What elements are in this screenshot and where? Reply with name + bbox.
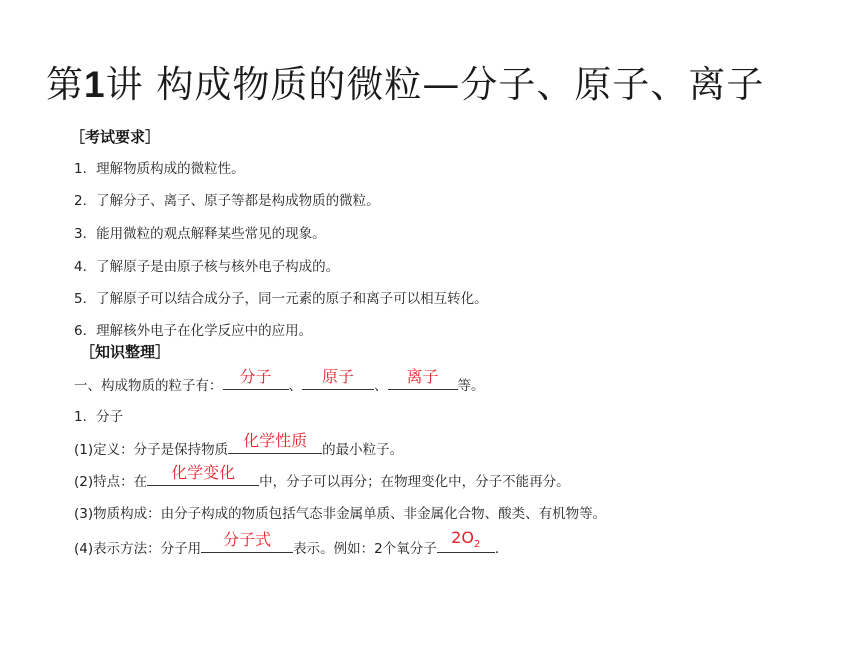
exam-requirements-heading: ［考试要求］ xyxy=(70,128,161,146)
exam-item: 6．理解核外电子在化学反应中的应用。 xyxy=(74,323,313,339)
feature-line: (2)特点：在 化学变化 中，分子可以再分；在物理变化中，分子不能再分。 xyxy=(74,463,570,490)
definition-line: (1)定义：分子是保持物质 化学性质 的最小粒子。 xyxy=(74,431,404,458)
blank-molecule: 分子 xyxy=(223,373,289,390)
exam-item: 3．能用微粒的观点解释某些常见的现象。 xyxy=(74,226,326,242)
molecule-heading: 1．分子 xyxy=(74,409,124,425)
composition-line: (3)物质构成：由分子构成的物质包括气态非金属单质、非金属化合物、酸类、有机物等。 xyxy=(74,506,607,522)
notation-line: (4)表示方法：分子用 分子式 表示。例如：2个氧分子 $2O_2$ . xyxy=(74,527,500,557)
blank-atom: 原子 xyxy=(302,373,374,390)
blank-ion: 离子 xyxy=(388,373,458,390)
exam-item: 5．了解原子可以结合成分子，同一元素的原子和离子可以相互转化。 xyxy=(74,291,488,307)
knowledge-heading: ［知识整理］ xyxy=(80,343,171,361)
particles-line: 一、构成物质的粒子有： 分子 、 原子 、 离子 等。 xyxy=(74,367,485,394)
exam-item: 4．了解原子是由原子核与核外电子构成的。 xyxy=(74,259,340,275)
blank-chemical-property: 化学性质 xyxy=(228,437,322,454)
blank-chemical-change: 化学变化 xyxy=(147,469,259,486)
blank-molecular-formula: 分子式 xyxy=(201,536,293,553)
blank-oxygen-molecules: $2O_2$ xyxy=(437,536,495,553)
exam-item: 1．理解物质构成的微粒性。 xyxy=(74,161,245,177)
page-title: 第1讲 构成物质的微粒—分子、原子、离子 xyxy=(46,63,765,106)
exam-item: 2．了解分子、离子、原子等都是构成物质的微粒。 xyxy=(74,193,380,209)
